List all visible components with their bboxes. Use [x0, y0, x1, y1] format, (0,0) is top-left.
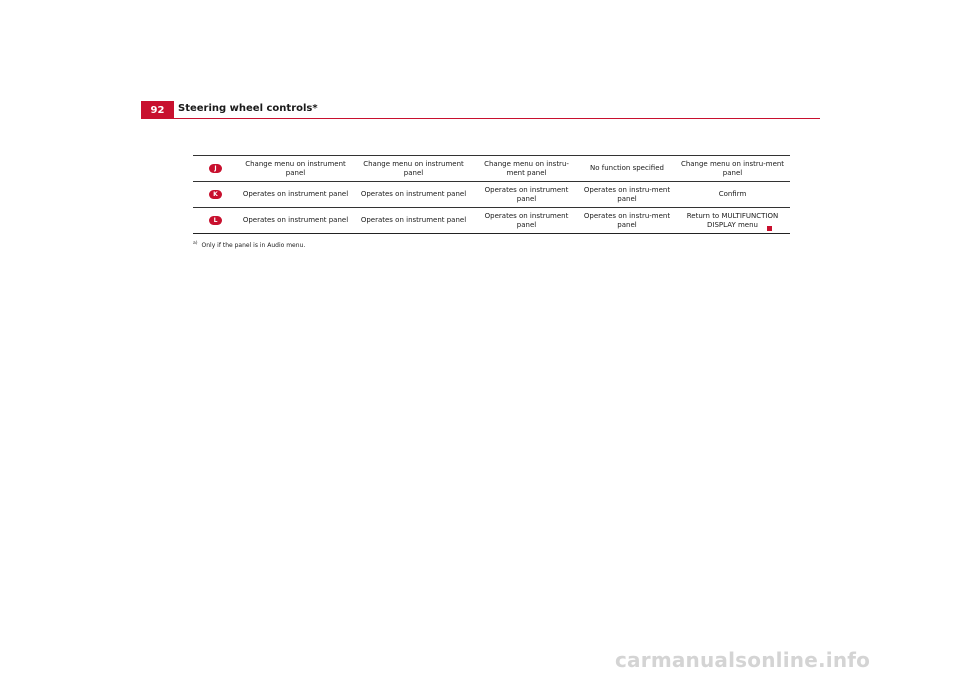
table-cell: Return to MULTIFUNCTION DISPLAY menu — [675, 208, 790, 234]
page-number: 92 — [141, 101, 174, 119]
footnote-text: Only if the panel is in Audio menu. — [201, 242, 306, 249]
button-key-badge: L — [209, 216, 222, 225]
controls-table — [193, 155, 790, 234]
table-cell: Operates on instrument panel — [238, 208, 353, 234]
table-cell: Operates on instrument panel — [353, 182, 474, 208]
table-cell: Change menu on instrument panel — [353, 156, 474, 182]
footnote — [193, 241, 305, 249]
table-cell: Confirm — [675, 182, 790, 208]
watermark: carmanualsonline.info — [615, 648, 871, 672]
table-cell: Operates on instrument panel — [474, 208, 579, 234]
button-key-badge: J — [209, 164, 222, 173]
header-divider — [141, 118, 820, 119]
table-cell: No function specified — [579, 156, 675, 182]
table-cell: Change menu on instru-ment panel — [675, 156, 790, 182]
table-cell: Change menu on instru-ment panel — [474, 156, 579, 182]
table-cell: Operates on instru-ment panel — [579, 182, 675, 208]
footnote-marker: a) — [193, 241, 198, 246]
table-cell: Operates on instrument panel — [353, 208, 474, 234]
table-row — [193, 208, 790, 234]
table-row — [193, 182, 790, 208]
table-cell: Operates on instrument panel — [474, 182, 579, 208]
table-cell: Change menu on instrument panel — [238, 156, 353, 182]
section-end-marker — [767, 226, 772, 231]
page-title: Steering wheel controls* — [178, 103, 318, 114]
table-cell: Operates on instru-ment panel — [579, 208, 675, 234]
table-cell: Operates on instrument panel — [238, 182, 353, 208]
button-key-badge: K — [209, 190, 222, 199]
table-row — [193, 156, 790, 182]
